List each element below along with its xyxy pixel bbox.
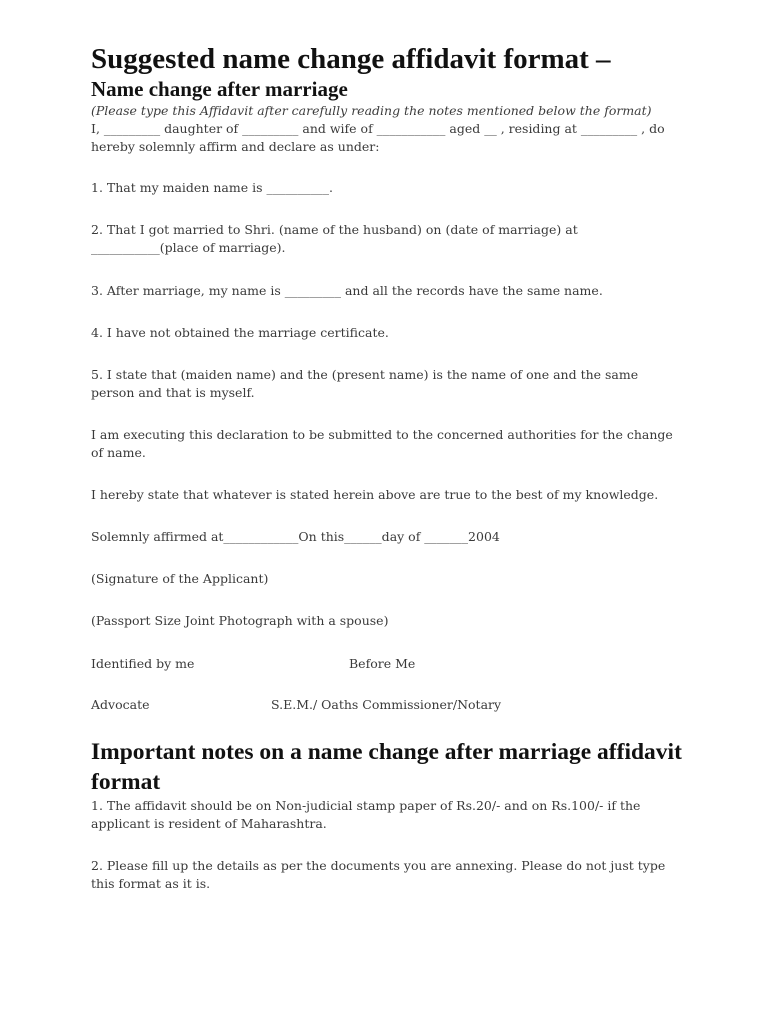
advocate-label: Advocate bbox=[91, 697, 150, 712]
signature-line: (Signature of the Applicant) bbox=[91, 571, 269, 586]
document-subtitle: Name change after marriage bbox=[91, 77, 348, 101]
advocate-row bbox=[91, 696, 502, 714]
clause-1: 1. That my maiden name is __________. bbox=[91, 180, 333, 195]
clause-5: 5. I state that (maiden name) and the (present name) is the name of one and the same person and that is myself. bbox=[91, 367, 639, 400]
notes-heading: Important notes on a name change after marriage affidavit format bbox=[91, 739, 682, 795]
clause-2: 2. That I got married to Shri. (name of the husband) on (date of marriage) at ___________(place of marriage). bbox=[91, 222, 578, 255]
clause-3: 3. After marriage, my name is _________ and all the records have the same name. bbox=[91, 283, 603, 298]
note-2: 2. Please fill up the details as per the documents you are annexing. Please do not just type this format as it is. bbox=[91, 858, 666, 891]
clause-4: 4. I have not obtained the marriage certificate. bbox=[91, 325, 389, 340]
affirmed-line: Solemnly affirmed at____________On this______day of _______2004 bbox=[91, 529, 500, 544]
note-1: 1. The affidavit should be on Non-judicial stamp paper of Rs.20/- and on Rs.100/- if the applicant is resident of Maharashtra. bbox=[91, 798, 641, 831]
true-statement: I hereby state that whatever is stated herein above are true to the best of my knowledge. bbox=[91, 487, 659, 502]
instruction-note: (Please type this Affidavit after carefully reading the notes mentioned below the format) bbox=[91, 103, 652, 118]
identified-row bbox=[91, 655, 416, 673]
commissioner-label: S.E.M./ Oaths Commissioner/Notary bbox=[271, 697, 502, 712]
intro-paragraph: I, _________ daughter of _________ and wife of ___________ aged __ , residing at _________ , do hereby solemnly affirm and declare as under: bbox=[91, 121, 665, 154]
before-me-label: Before Me bbox=[349, 656, 416, 671]
identified-by-label: Identified by me bbox=[91, 656, 195, 671]
document-title: Suggested name change affidavit format – bbox=[91, 43, 611, 75]
executing-paragraph: I am executing this declaration to be submitted to the concerned authorities for the change of name. bbox=[91, 427, 673, 460]
photograph-line: (Passport Size Joint Photograph with a spouse) bbox=[91, 613, 389, 628]
